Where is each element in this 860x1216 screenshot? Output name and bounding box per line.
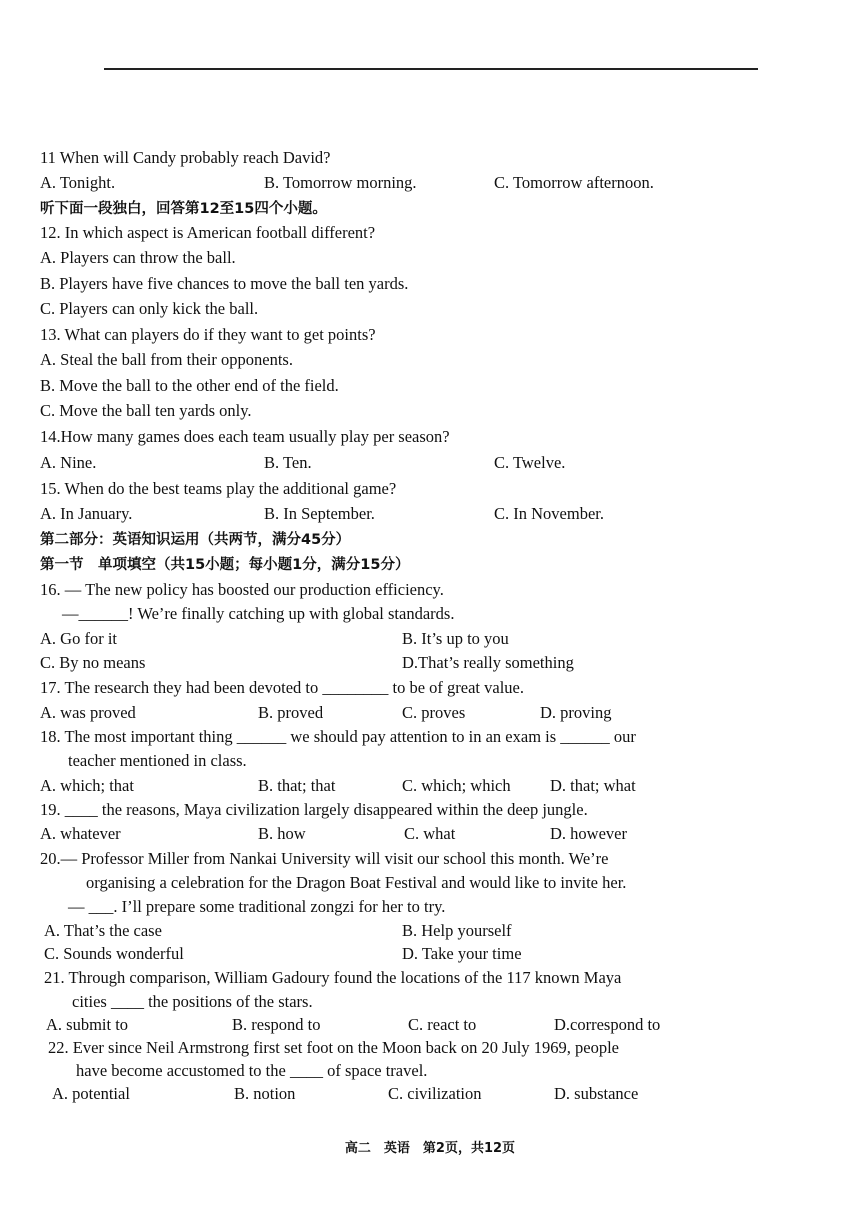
question-21-option-c: C. react to [408, 1015, 477, 1034]
question-21-option-d: D.correspond to [554, 1015, 661, 1034]
question-16-option-c: C. By no means [40, 653, 146, 672]
question-14-option-c: C. Twelve. [494, 453, 566, 472]
question-18-option-b: B. that; that [258, 776, 336, 795]
question-18-option-a: A. which; that [40, 776, 134, 795]
header-rule [104, 68, 758, 70]
question-16-stem: 16. — The new policy has boosted our production efficiency. [40, 580, 444, 599]
question-16-option-b: B. It’s up to you [402, 629, 509, 648]
question-22-option-c: C. civilization [388, 1084, 482, 1103]
question-11-option-a: A. Tonight. [40, 173, 116, 192]
question-18-stem-continued: teacher mentioned in class. [68, 751, 247, 770]
question-16-reply: —______! We’re finally catching up with global standards. [62, 604, 455, 623]
question-11-stem: 11 When will Candy probably reach David? [40, 148, 331, 167]
question-12-stem: 12. In which aspect is American football different? [40, 223, 376, 242]
question-19-stem: 19. ____ the reasons, Maya civilization largely disappeared within the deep jungle. [40, 800, 588, 819]
question-17-option-b: B. proved [258, 703, 324, 722]
question-20-option-a: A. That’s the case [44, 921, 162, 940]
question-20-option-d: D. Take your time [402, 944, 522, 963]
question-19-option-c: C. what [404, 824, 456, 843]
question-12-option-b: B. Players have five chances to move the ball ten yards. [40, 274, 409, 293]
question-11-option-c: C. Tomorrow afternoon. [494, 173, 654, 192]
question-18-option-c: C. which; which [402, 776, 511, 795]
page-footer: 高二 英语 第2页，共12页 [344, 1141, 516, 1156]
question-14-stem: 14.How many games does each team usually play per season? [40, 427, 450, 446]
question-21-stem: 21. Through comparison, William Gadoury found the locations of the 117 known Maya [44, 968, 622, 987]
question-14-option-b: B. Ten. [264, 453, 312, 472]
question-13-option-c: C. Move the ball ten yards only. [40, 401, 252, 420]
question-19-option-a: A. whatever [40, 824, 121, 843]
question-11-option-b: B. Tomorrow morning. [264, 173, 417, 192]
question-22-option-a: A. potential [52, 1084, 130, 1103]
part-2-section-1-title: 第一节 单项填空（共15小题；每小题1分，满分15分） [40, 557, 410, 573]
question-21-option-b: B. respond to [232, 1015, 321, 1034]
question-18-option-d: D. that; what [550, 776, 636, 795]
question-20-option-c: C. Sounds wonderful [44, 944, 184, 963]
part-2-title: 第二部分：英语知识运用（共两节，满分45分） [40, 532, 351, 548]
question-20-stem: 20.— Professor Miller from Nankai University will visit our school this month. We’re [40, 849, 609, 868]
question-22-stem: 22. Ever since Neil Armstrong first set foot on the Moon back on 20 July 1969, people [48, 1038, 619, 1057]
question-15-stem: 15. When do the best teams play the additional game? [40, 479, 397, 498]
question-20-stem-continued: organising a celebration for the Dragon Boat Festival and would like to invite her. [86, 873, 627, 892]
question-22-option-b: B. notion [234, 1084, 296, 1103]
question-15-option-b: B. In September. [264, 504, 375, 523]
question-16-option-a: A. Go for it [40, 629, 117, 648]
question-12-option-c: C. Players can only kick the ball. [40, 299, 259, 318]
question-20-reply: — ___. I’ll prepare some traditional zongzi for her to try. [68, 897, 446, 916]
question-21-option-a: A. submit to [46, 1015, 129, 1034]
question-14-option-a: A. Nine. [40, 453, 97, 472]
question-22-option-d: D. substance [554, 1084, 639, 1103]
question-17-option-a: A. was proved [40, 703, 136, 722]
question-12-option-a: A. Players can throw the ball. [40, 248, 236, 267]
question-20-option-b: B. Help yourself [402, 921, 512, 940]
question-22-stem-continued: have become accustomed to the ____ of space travel. [76, 1061, 428, 1080]
listening-instruction: 听下面一段独白，回答第12至15四个小题。 [40, 201, 327, 217]
question-15-option-c: C. In November. [494, 504, 604, 523]
question-16-option-d: D.That’s really something [402, 653, 574, 672]
question-19-option-d: D. however [550, 824, 627, 843]
question-13-stem: 13. What can players do if they want to get points? [40, 325, 376, 344]
question-17-option-d: D. proving [540, 703, 612, 722]
question-17-option-c: C. proves [402, 703, 466, 722]
question-15-option-a: A. In January. [40, 504, 133, 523]
question-13-option-b: B. Move the ball to the other end of the field. [40, 376, 339, 395]
question-18-stem: 18. The most important thing ______ we should pay attention to in an exam is ______ our [40, 727, 636, 746]
question-17-stem: 17. The research they had been devoted to ________ to be of great value. [40, 678, 524, 697]
question-13-option-a: A. Steal the ball from their opponents. [40, 350, 293, 369]
question-19-option-b: B. how [258, 824, 306, 843]
question-21-stem-continued: cities ____ the positions of the stars. [72, 992, 313, 1011]
